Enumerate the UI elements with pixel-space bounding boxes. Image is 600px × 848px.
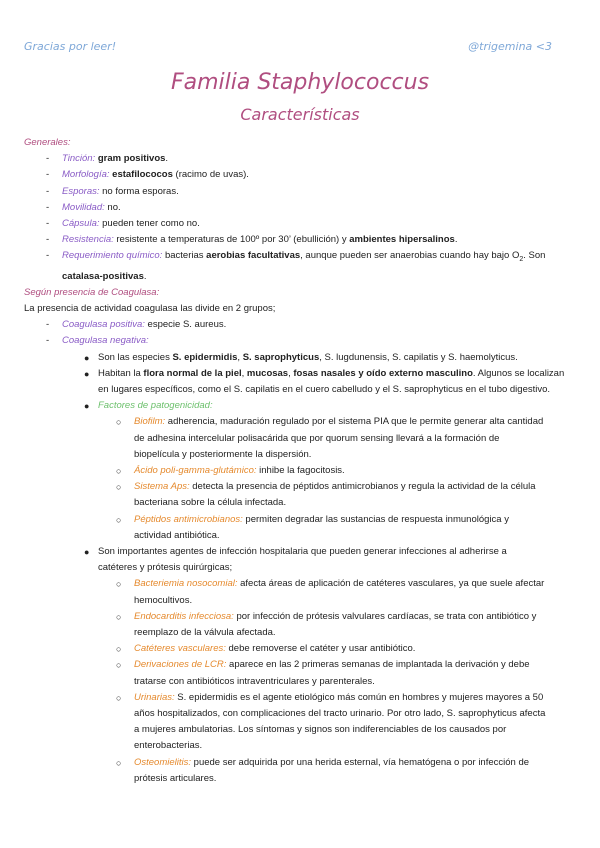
infeccion-item — [24, 755, 576, 771]
dash-marker: - — [46, 234, 50, 246]
circle-marker: ○ — [116, 644, 122, 655]
dash-marker: - — [46, 169, 50, 181]
patogenicidad-item — [24, 479, 576, 495]
infeccion-item — [24, 625, 576, 641]
item-key: Resistencia: — [62, 234, 114, 246]
text: catéteres y prótesis quirúrgicas; — [98, 562, 233, 574]
patogenicidad-item — [24, 447, 576, 463]
text: actividad antibiótica. — [134, 529, 220, 541]
item-key: Endocarditis infecciosa: — [134, 610, 234, 622]
text: no. — [107, 201, 121, 213]
infeccion-item — [24, 609, 576, 625]
text: afecta áreas de aplicación de catéteres vasculares, ya que suele afectar — [237, 578, 545, 590]
text: reemplazo de la válvula afectada. — [134, 626, 276, 638]
bullet-marker: ● — [84, 352, 90, 363]
text: en lugares específicos, como el S. capilatis en el cuero cabelludo y el S. saprophyticus en el tubo digestivo. — [98, 383, 551, 395]
text: . — [454, 234, 458, 246]
item-key: Osteomielitis: — [134, 756, 192, 768]
item-key: Derivaciones de LCR: — [134, 659, 227, 671]
generales-item — [24, 248, 576, 268]
section-heading-coagulasa: Según presencia de Coagulasa: — [24, 286, 160, 298]
bold-text: catalasa-positivas — [62, 270, 144, 282]
bold-text: aerobias facultativas — [206, 250, 301, 262]
bullet-marker: ● — [84, 546, 90, 557]
header-left-note: Gracias por leer! — [24, 40, 117, 53]
circle-marker: ○ — [116, 611, 122, 622]
text: enterobacterias. — [134, 740, 203, 752]
page-subtitle: Características — [240, 105, 360, 124]
coagulasa-negativa — [24, 333, 576, 349]
section-heading-generales: Generales: — [24, 137, 71, 148]
dash-marker: - — [46, 153, 50, 165]
item-key: Ácido poli-gamma-glutámico: — [134, 464, 257, 476]
infeccion-item — [24, 722, 576, 738]
generales-item — [24, 200, 576, 216]
text: . Algunos se localizan — [472, 367, 565, 379]
text: aparece en las 2 primeras semanas de implantada la derivación y debe — [226, 659, 530, 671]
generales-item-continued — [24, 269, 576, 285]
item-key: Morfología: — [62, 169, 110, 181]
bold-text: S. epidermidis — [172, 351, 238, 363]
generales-item — [24, 216, 576, 232]
infeccion-item — [24, 641, 576, 657]
coagulasa-positiva — [24, 317, 576, 333]
infeccion-item — [24, 576, 576, 592]
infeccion-item — [24, 738, 576, 754]
dash-marker: - — [46, 185, 50, 197]
item-key: Esporas: — [62, 185, 100, 197]
item-key: Movilidad: — [62, 201, 105, 213]
circle-marker: ○ — [116, 660, 122, 671]
generales-item — [24, 167, 576, 183]
bold-text: S. saprophyticus — [242, 351, 320, 363]
text: a mujeres ambulatorias. Los síntomas y signos son indiferenciables de los causados por — [134, 724, 507, 736]
item-key: Requerimiento químico: — [62, 250, 163, 262]
patogenicidad-item — [24, 495, 576, 511]
patogenicidad-item — [24, 528, 576, 544]
text: , S. lugdunensis, S. capilatis y S. haemolyticus. — [319, 351, 518, 363]
dash-marker: - — [46, 201, 50, 213]
infeccion-bullet — [24, 560, 576, 576]
text: Habitan la — [98, 367, 144, 379]
bold-text: ambientes hipersalinos — [349, 234, 455, 246]
text: , aunque pueden ser anaerobias cuando hay bajo O — [300, 250, 520, 262]
text: especie S. aureus. — [144, 319, 227, 331]
bullet-marker: ● — [84, 368, 90, 379]
item-key: Coagulasa negativa: — [62, 335, 149, 347]
bullet-marker: ● — [84, 401, 90, 412]
patogenicidad-item — [24, 463, 576, 479]
text: . — [143, 270, 147, 282]
species-bullet — [24, 350, 576, 366]
patogenicidad-item — [24, 414, 576, 430]
text: biopelícula y posteriormente la dispersión. — [134, 448, 312, 460]
circle-marker: ○ — [116, 757, 122, 768]
coagulasa-intro: La presencia de actividad coagulasa las divide en 2 grupos; — [24, 302, 276, 314]
dash-marker: - — [46, 319, 50, 331]
item-key: Factores de patogenicidad: — [98, 400, 213, 412]
text: pueden tener como no. — [102, 218, 200, 230]
infeccion-item — [24, 657, 576, 673]
item-key: Péptidos antimicrobianos: — [134, 513, 243, 525]
item-key: Catéteres vasculares: — [134, 643, 226, 655]
text: puede ser adquirida por una herida esternal, vía hematógena o por infección de — [191, 756, 530, 768]
habitat-bullet — [24, 366, 576, 382]
text: . — [165, 153, 169, 165]
text: , — [241, 367, 247, 379]
subscript: 2 — [519, 256, 524, 264]
item-key: Bacteriemia nosocomial: — [134, 578, 238, 590]
text: tratarse con antibióticos intraventriculares y parenterales. — [134, 675, 375, 687]
text: hemocultivos. — [134, 594, 193, 606]
text: no forma esporas. — [102, 185, 179, 197]
bold-text: flora normal de la piel — [143, 367, 242, 379]
infeccion-bullet — [24, 544, 576, 560]
text: años hospitalizados, con complicaciones del tracto urinario. Por otro lado, S. saprophyticus afecta — [134, 708, 546, 719]
circle-marker: ○ — [116, 482, 122, 493]
text: permiten degradar las sustancias de respuesta inmunológica y — [242, 513, 509, 525]
text: detecta la presencia de péptidos antimicrobianos y regula la actividad de la célula — [189, 481, 536, 493]
item-key: Sistema Aps: — [134, 481, 190, 493]
patogenicidad-item — [24, 512, 576, 528]
item-key: Biofilm: — [134, 416, 166, 428]
generales-item — [24, 232, 576, 248]
item-key: Cápsula: — [62, 218, 100, 230]
bold-text: estafilococos — [112, 169, 173, 181]
text: , — [288, 367, 294, 379]
habitat-bullet — [24, 382, 576, 398]
dash-marker: - — [46, 250, 50, 262]
circle-marker: ○ — [116, 417, 122, 428]
generales-item — [24, 151, 576, 167]
patogenicidad-heading — [24, 398, 576, 414]
bold-text: gram positivos — [97, 153, 166, 165]
header-right-note: @trigemina <3 — [468, 40, 552, 53]
text: Son las especies — [98, 351, 173, 363]
text: , — [237, 351, 243, 363]
patogenicidad-item — [24, 431, 576, 447]
text: Son importantes agentes de infección hospitalaria que pueden generar infecciones al adherirse a — [98, 545, 507, 557]
document-body — [24, 135, 576, 787]
text: adherencia, maduración regulado por el sistema PIA que le permite generar alta cantidad — [165, 416, 544, 428]
infeccion-item — [24, 690, 576, 706]
circle-marker: ○ — [116, 465, 122, 476]
text: bacteriana sobre la célula infectada. — [134, 497, 287, 509]
page-title: Familia Staphylococcus — [170, 70, 430, 95]
infeccion-item — [24, 593, 576, 609]
bold-text: fosas nasales y oído externo masculino — [293, 367, 473, 379]
text: (racimo de uvas). — [172, 169, 249, 181]
text: inhibe la fagocitosis. — [256, 464, 345, 476]
text: resistente a temperaturas de 100º por 30’ (ebullición) y — [116, 234, 350, 246]
text: por infección de prótesis valvulares cardíacas, se trata con antibiótico y — [233, 610, 537, 622]
text: . Son — [523, 250, 546, 262]
infeccion-item — [24, 674, 576, 690]
item-key: Coagulasa positiva: — [62, 319, 145, 331]
text: de adhesina intercelular polisacárida que por quorum sensing llevará a la formación de — [134, 432, 500, 444]
dash-marker: - — [46, 335, 50, 347]
text: bacterias — [164, 250, 207, 262]
text: S. epidermidis es el agente etiológico más común en hombres y mujeres mayores a 50 — [174, 691, 544, 703]
dash-marker: - — [46, 218, 50, 230]
generales-item — [24, 184, 576, 200]
infeccion-item — [24, 706, 576, 722]
circle-marker: ○ — [116, 514, 122, 525]
text: prótesis articulares. — [134, 772, 217, 784]
circle-marker: ○ — [116, 579, 122, 590]
bold-text: mucosas — [246, 367, 289, 379]
item-key: Urinarias: — [134, 691, 175, 703]
item-key: Tinción: — [62, 153, 96, 165]
circle-marker: ○ — [116, 692, 122, 703]
text: debe removerse el catéter y usar antibiótico. — [225, 643, 416, 655]
infeccion-item — [24, 771, 576, 787]
